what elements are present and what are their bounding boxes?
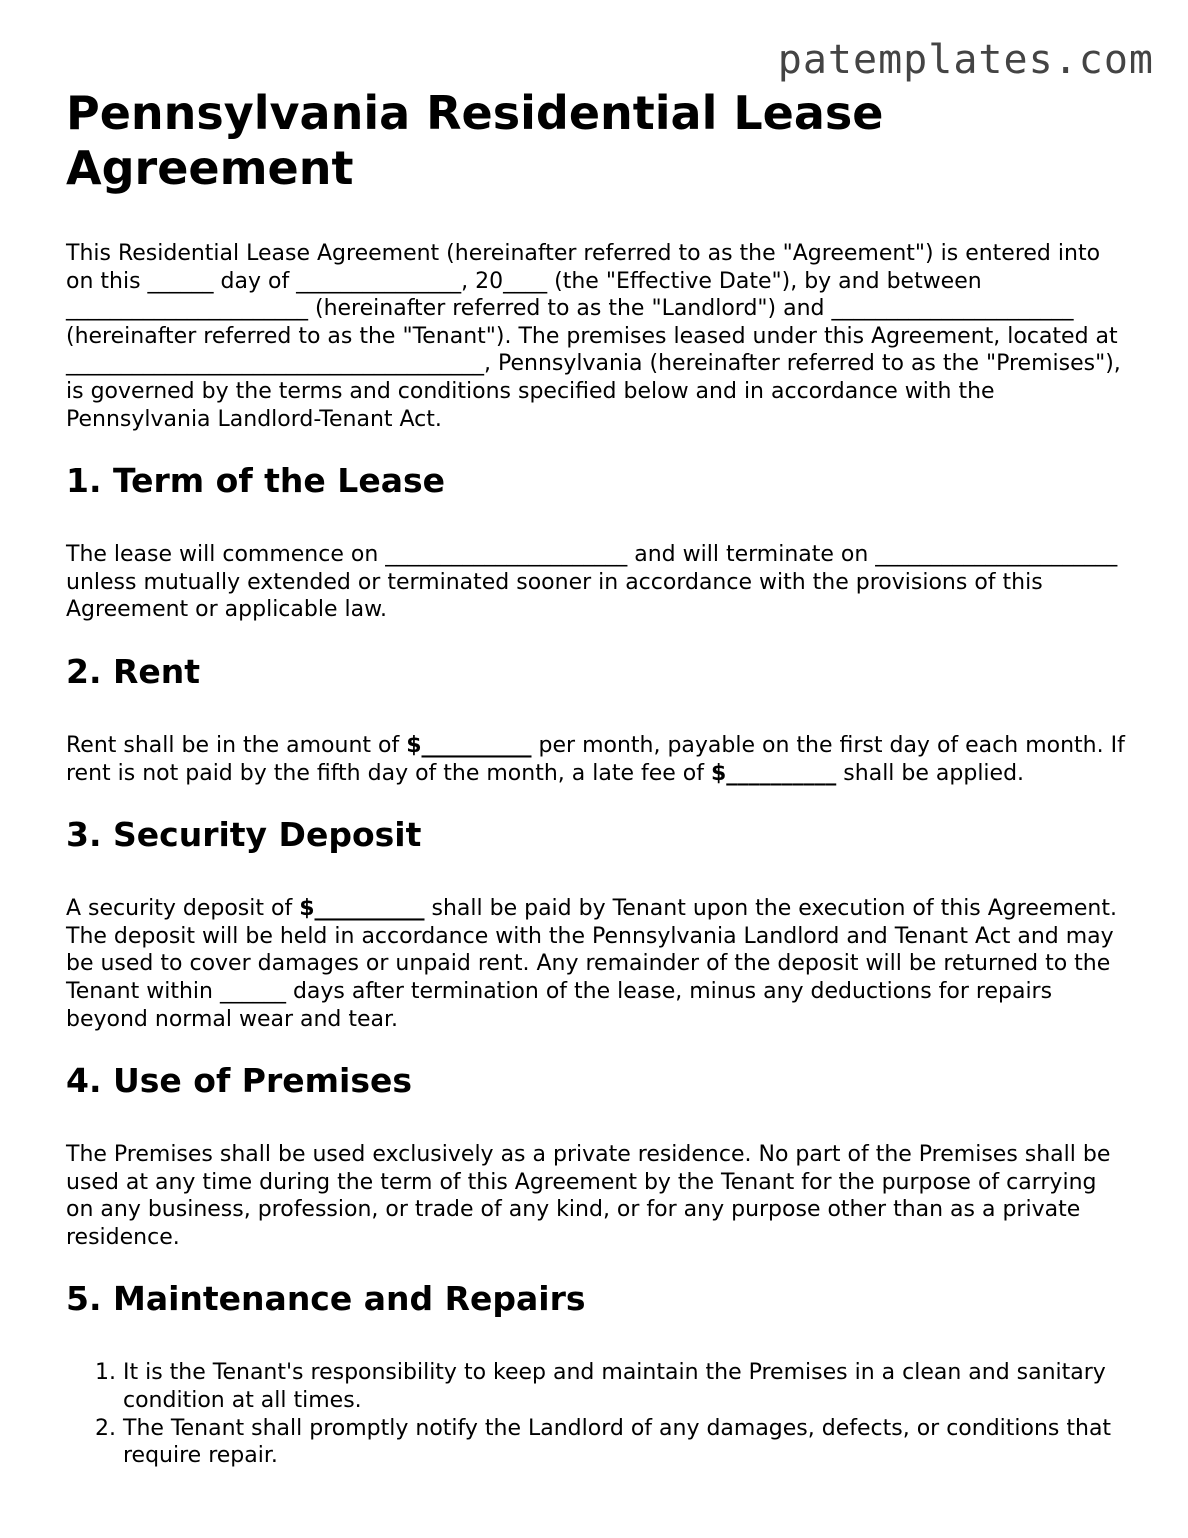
list-item: 2. The Tenant shall promptly notify the Landlord of any damages, defects, or conditions that require repair. [123,1415,1126,1470]
section-maintenance [66,1279,1126,1469]
late-fee-blank: $__________ [711,760,837,786]
maintenance-list [66,1359,1126,1469]
watermark: patemplates.com [777,37,1154,83]
text-run: shall be paid by Tenant upon the execution of this Agreement. The deposit will be held in accordance with the Pennsylvania Landlord and Tenant Act and may be used to cover damages or unpaid rent. Any remainder of the deposit will be returned to the Tenant within ______ days after termination of the lease, minus any deductions for repairs beyond normal wear and tear. [66,896,1117,1032]
document-title: Pennsylvania Residential Lease Agreement [66,86,884,195]
text-run: A security deposit of [66,896,300,922]
rent-amount-blank: $__________ [406,732,532,758]
section-heading: 2. Rent [66,651,201,691]
section-use-of-premises [66,1061,1126,1251]
section-heading: 3. Security Deposit [66,815,422,855]
text-run: Rent shall be in the amount of [66,732,407,758]
intro-paragraph: This Residential Lease Agreement (hereinafter referred to as the "Agreement") is entered into on this ______ day of _______________, 20____ (the "Effective Date"), by and between ______________________ (hereinafter referred to as the "Landlord") and ______________________ (hereinafter referred to as the "Tenant"). The premises leased under this Agreement, located at ______________________________________, Pennsylvania (hereinafter referred to as the "Premises"), is governed by the terms and conditions specified below and in accordance with the Pennsylvania Landlord-Tenant Act. [66,241,1121,432]
deposit-amount-blank: $__________ [299,896,425,922]
section-text [66,895,1126,1033]
section-rent [66,652,1126,787]
section-heading: 5. Maintenance and Repairs [66,1279,586,1319]
text-run: per month, payable on the first day of each month. If rent is not paid by the fifth day of the month, a late fee of [66,732,1125,786]
section-text: The Premises shall be used exclusively as a private residence. No part of the Premises shall be used at any time during the term of this Agreement by the Tenant for the purpose of carrying on any business, profession, or trade of any kind, or for any purpose other than as a private residence. [66,1142,1111,1250]
section-heading: 4. Use of Premises [66,1061,413,1101]
section-term [66,461,1126,624]
text-run: shall be applied. [836,760,1025,786]
section-heading: 1. Term of the Lease [66,461,446,501]
section-security-deposit [66,815,1126,1033]
section-text [66,732,1126,787]
section-text: The lease will commence on ______________________ and will terminate on ______________________ unless mutually extended or terminated sooner in accordance with the provisions of this Agreement or applicable law. [66,542,1118,623]
list-item: 1. It is the Tenant's responsibility to keep and maintain the Premises in a clean and sanitary condition at all times. [123,1359,1126,1414]
document-page [66,86,1126,1470]
